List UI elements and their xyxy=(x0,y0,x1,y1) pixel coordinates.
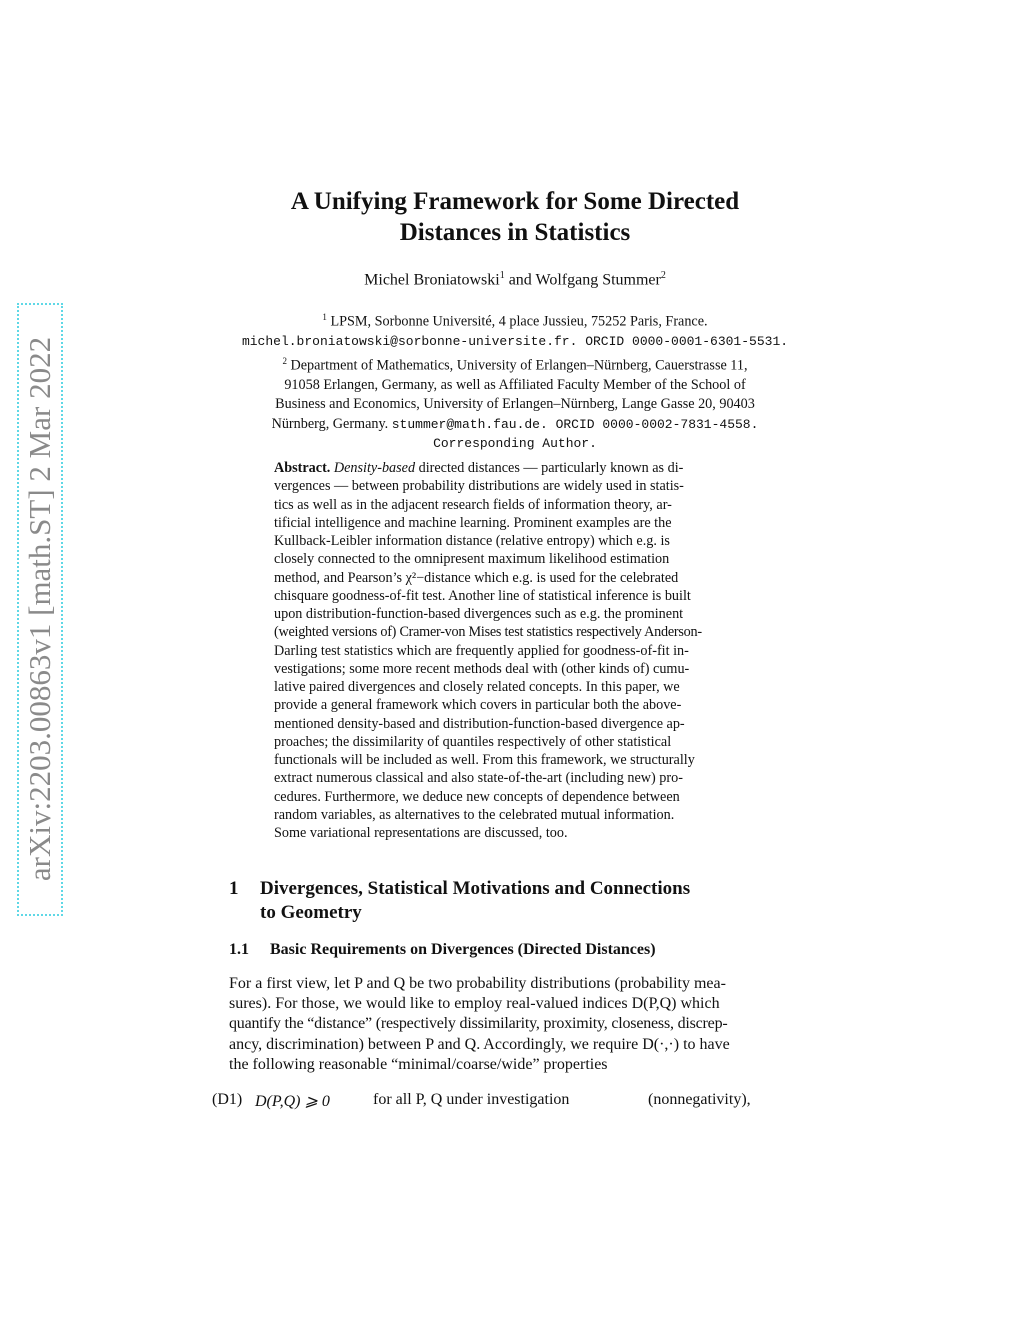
body-paragraph xyxy=(229,974,805,1075)
author-list xyxy=(0,270,1024,289)
section-title xyxy=(260,877,810,925)
paragraph-line: the following reasonable “minimal/coarse/wide” properties xyxy=(229,1055,608,1073)
abstract-line-text: directed distances — particularly known as di- xyxy=(415,460,684,476)
affiliation-1-mark: 1 xyxy=(322,312,327,322)
abstract-line: vestigations; some more recent methods deal with (other kinds of) cumu- xyxy=(274,660,690,677)
affiliation-1 xyxy=(200,308,830,332)
affiliation-2-text: Department of Mathematics, University of Erlangen–Nürnberg, Cauerstrasse 11, xyxy=(286,357,748,374)
affiliation-2-city: Nürnberg, Germany. xyxy=(271,415,392,432)
property-d1 xyxy=(212,1091,812,1121)
section-title-line-1: Divergences, Statistical Motivations and Connections xyxy=(260,878,691,899)
abstract-line: mentioned density-based and distribution-function-based divergence ap- xyxy=(274,715,685,732)
affiliation-2-line-4 xyxy=(200,415,830,434)
abstract-line: provide a general framework which covers in particular both the above- xyxy=(274,697,682,714)
affiliation-2-email-orcid: stummer@math.fau.de. ORCID 0000-0002-7831-4558. xyxy=(391,416,759,432)
arxiv-stamp xyxy=(17,303,63,916)
property-formula: D(P,Q) ⩾ 0 xyxy=(255,1093,330,1110)
abstract-line: tics as well as in the adjacent research fields of information theory, ar- xyxy=(274,496,672,513)
paragraph-line: ancy, discrimination) between P and Q. Accordingly, we require D(·,·) to have xyxy=(229,1035,730,1053)
section-title-line-2: to Geometry xyxy=(260,902,362,923)
abstract xyxy=(274,459,758,842)
abstract-line: Some variational representations are discussed, too. xyxy=(274,825,568,841)
affiliation-1-text: LPSM, Sorbonne Université, 4 place Jussieu, 75252 Paris, France. xyxy=(326,313,708,330)
abstract-line: vergences — between probability distributions are widely used in statis- xyxy=(274,478,684,495)
affiliation-2-line-2: 91058 Erlangen, Germany, as well as Affiliated Faculty Member of the School of xyxy=(284,376,746,393)
abstract-line: cedures. Furthermore, we deduce new concepts of dependence between xyxy=(274,788,680,805)
arxiv-stamp-text: arXiv:2203.00863v1 [math.ST] 2 Mar 2022 xyxy=(22,336,57,882)
abstract-label: Abstract. xyxy=(274,460,331,476)
corresponding-author: Corresponding Author. xyxy=(433,435,597,451)
paragraph-line: For a first view, let P and Q be two probability distributions (probability mea- xyxy=(229,975,726,992)
paragraph-line: quantify the “distance” (respectively dissimilarity, proximity, closeness, discrep- xyxy=(229,1015,728,1033)
author-2-mark: 2 xyxy=(660,270,666,281)
section-number: 1 xyxy=(229,878,239,899)
author-1-mark: 1 xyxy=(499,270,505,281)
paper-title xyxy=(0,186,1024,248)
abstract-line xyxy=(274,459,758,477)
abstract-line: Darling test statistics which are frequently applied for goodness-of-fit in- xyxy=(274,642,689,659)
abstract-line: chisquare goodness-of-fit test. Another line of statistical inference is built xyxy=(274,587,691,604)
affiliation-2-mark: 2 xyxy=(282,355,287,366)
abstract-line: upon distribution-function-based divergences such as e.g. the prominent xyxy=(274,606,684,622)
abstract-line: proaches; the dissimilarity of quantiles respectively of other statistical xyxy=(274,733,672,750)
paper-title-line-2: Distances in Statistics xyxy=(399,219,631,246)
abstract-line: lative paired divergences and closely related concepts. In this paper, we xyxy=(274,679,680,695)
affiliation-2-line-3: Business and Economics, University of Erlangen–Nürnberg, Lange Gasse 20, 90403 xyxy=(275,396,755,413)
abstract-line: random variables, as alternatives to the celebrated mutual information. xyxy=(274,806,675,823)
abstract-line: tificial intelligence and machine learning. Prominent examples are the xyxy=(274,514,672,531)
abstract-line: (weighted versions of) Cramer-von Mises test statistics respectively Anderson- xyxy=(274,624,702,641)
subsection-number: 1.1 xyxy=(229,941,249,958)
affiliation-2-line-1 xyxy=(200,352,830,376)
affiliation-1-email-orcid: michel.broniatowski@sorbonne-universite.fr. ORCID 0000-0001-6301-5531. xyxy=(241,334,789,350)
abstract-line: Kullback-Leibler information distance (relative entropy) which e.g. is xyxy=(274,533,670,549)
abstract-line: method, and Pearson’s χ²−distance which e.g. is used for the celebrated xyxy=(274,569,679,586)
property-condition: for all P, Q under investigation xyxy=(373,1091,570,1108)
property-label: (D1) xyxy=(212,1091,243,1108)
abstract-line: functionals will be included as well. From this framework, we structurally xyxy=(274,752,695,768)
affiliations xyxy=(200,308,830,453)
property-name: (nonnegativity), xyxy=(648,1091,751,1108)
paper-title-line-1: A Unifying Framework for Some Directed xyxy=(290,188,740,215)
author-1: Michel Broniatowski xyxy=(364,271,500,289)
subsection-title: Basic Requirements on Divergences (Directed Distances) xyxy=(270,941,656,958)
abstract-emph-density: Density-based xyxy=(333,460,416,476)
abstract-line: closely connected to the omnipresent maximum likelihood estimation xyxy=(274,551,670,568)
author-2: Wolfgang Stummer xyxy=(535,271,661,289)
author-conjunction: and xyxy=(504,271,536,289)
abstract-line: extract numerous classical and also state-of-the-art (including new) pro- xyxy=(274,770,683,787)
paragraph-line: sures). For those, we would like to employ real-valued indices D(P,Q) which xyxy=(229,995,720,1013)
